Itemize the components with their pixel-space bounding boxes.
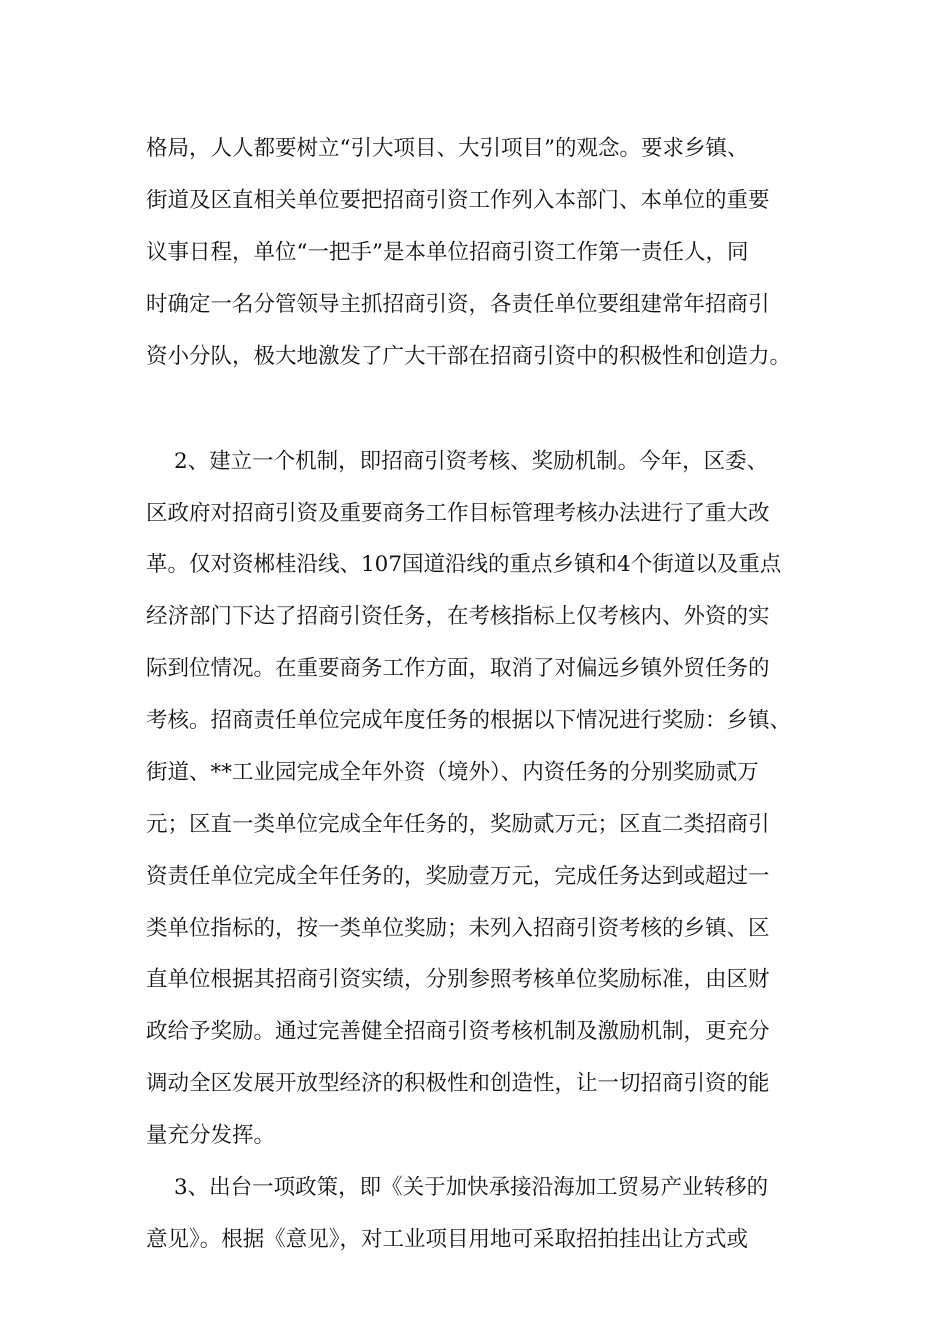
paragraph-2-line-1: 2、建立一个机制，即招商引资考核、奖励机制。今年，区委、 xyxy=(174,449,769,474)
paragraph-2-line-2: 区政府对招商引资及重要商务工作目标管理考核办法进行了重大改 xyxy=(146,501,770,526)
paragraph-3-line-1: 3、出台一项政策，即《关于加快承接沿海加工贸易产业转移的 xyxy=(174,1175,769,1200)
paragraph-2-line-12: 政给予奖励。通过完善健全招商引资考核机制及激励机制，更充分 xyxy=(146,1019,770,1044)
paragraph-1-line-4: 时确定一名分管领导主抓招商引资，各责任单位要组建常年招商引 xyxy=(146,292,770,317)
paragraph-2-line-8: 元；区直一类单位完成全年任务的，奖励贰万元；区直二类招商引 xyxy=(146,812,770,837)
paragraph-2-line-11: 直单位根据其招商引资实绩，分别参照考核单位奖励标准，由区财 xyxy=(146,967,770,992)
paragraph-2-line-4: 经济部门下达了招商引资任务，在考核指标上仅考核内、外资的实 xyxy=(146,604,770,629)
paragraph-3-line-2: 意见》。根据《意见》，对工业项目用地可采取招拍挂出让方式或 xyxy=(146,1227,749,1252)
paragraph-1-line-2: 街道及区直相关单位要把招商引资工作列入本部门、本单位的重要 xyxy=(146,188,770,213)
paragraph-2-line-3: 革。仅对资郴桂沿线、107国道沿线的重点乡镇和4个街道以及重点 xyxy=(146,552,782,577)
paragraph-1-line-3: 议事日程，单位“一把手”是本单位招商引资工作第一责任人，同 xyxy=(146,240,749,265)
paragraph-2-line-6: 考核。招商责任单位完成年度任务的根据以下情况进行奖励：乡镇、 xyxy=(146,708,792,733)
paragraph-2-line-10: 类单位指标的，按一类单位奖励；未列入招商引资考核的乡镇、区 xyxy=(146,916,770,941)
paragraph-1-line-5: 资小分队，极大地激发了广大干部在招商引资中的积极性和创造力。 xyxy=(146,344,792,369)
paragraph-1-line-1: 格局，人人都要树立“引大项目、大引项目”的观念。要求乡镇、 xyxy=(146,136,749,161)
paragraph-2-line-13: 调动全区发展开放型经济的积极性和创造性，让一切招商引资的能 xyxy=(146,1071,770,1096)
paragraph-2-line-9: 资责任单位完成全年任务的，奖励壹万元，完成任务达到或超过一 xyxy=(146,864,770,889)
paragraph-2-line-14: 量充分发挥。 xyxy=(146,1123,276,1148)
paragraph-2-line-7: 街道、**工业园完成全年外资（境外）、内资任务的分别奖励贰万 xyxy=(146,760,759,785)
paragraph-2-line-5: 际到位情况。在重要商务工作方面，取消了对偏远乡镇外贸任务的 xyxy=(146,656,770,681)
